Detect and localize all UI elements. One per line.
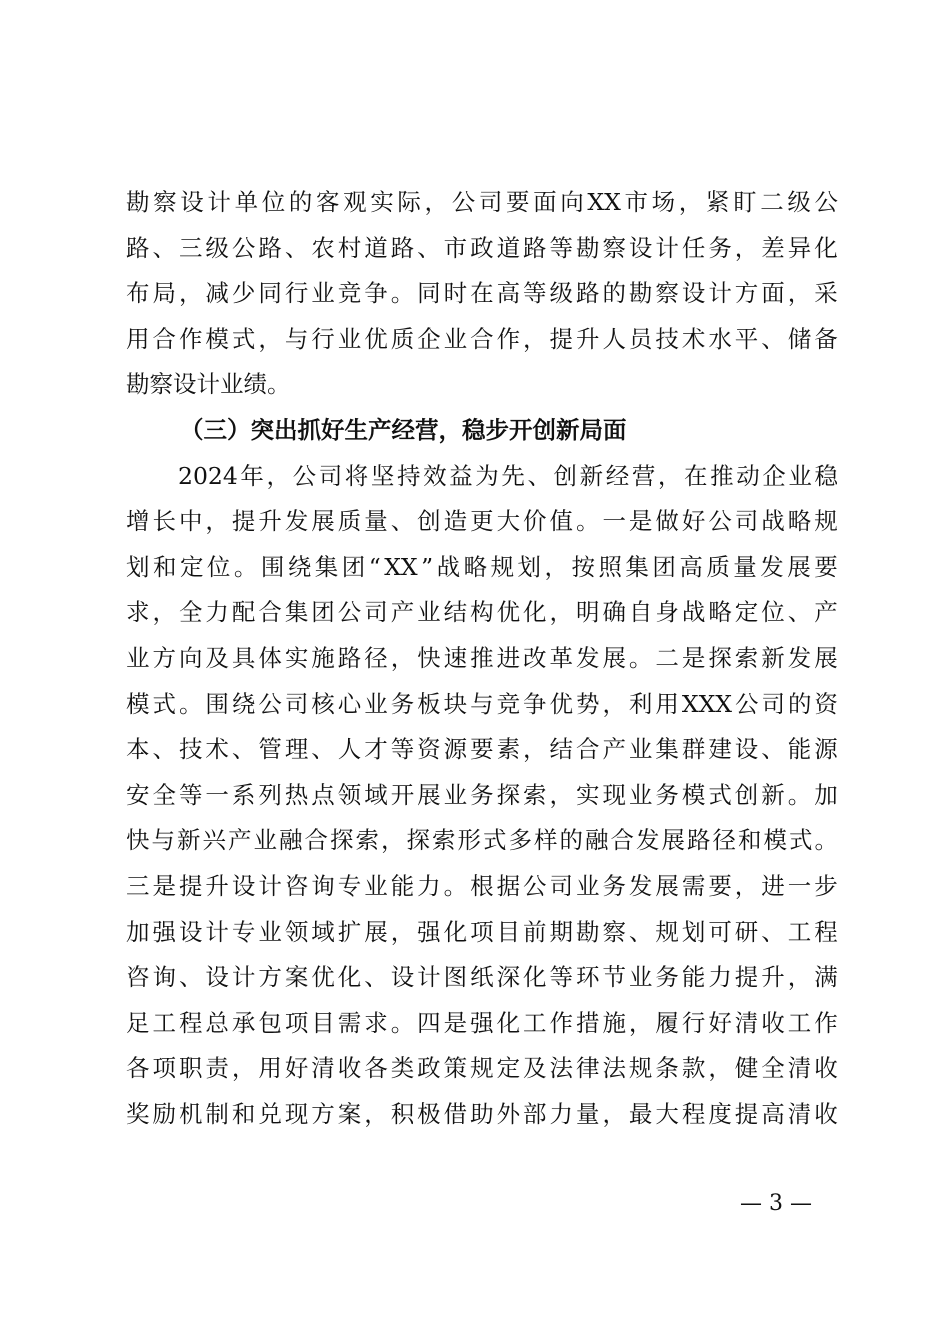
text-line: 加 强 设 计 专 业 领 域 扩 展 ， 强 化 项 目 前 期 勘 察 、 规 划 可 研 、 工 程	[126, 917, 838, 946]
text-line: 用 合 作 模 式 ， 与 行 业 优 质 企 业 合 作 ， 提 升 人 员 技 术 水 平 、 储 备	[126, 324, 838, 353]
paragraph-production	[126, 454, 838, 1138]
text-line: 划 和 定 位 。 围 绕 集 团 “ XX ” 战 略 规 划 ， 按 照 集 团 高 质 量 发 展 要	[126, 552, 838, 581]
text-line: 业 方 向 及 具 体 实 施 路 径 ， 快 速 推 进 改 革 发 展 。 二 是 探 索 新 发 展	[126, 643, 838, 672]
text-line: 增 长 中 ， 提 升 发 展 质 量 、 创 造 更 大 价 值 。 一 是 做 好 公 司 战 略 规	[126, 507, 838, 536]
text-line: 三 是 提 升 设 计 咨 询 专 业 能 力 。 根 据 公 司 业 务 发 展 需 要 ， 进 一 步	[126, 871, 838, 900]
text-line: 路 、 三 级 公 路 、 农 村 道 路 、 市 政 道 路 等 勘 察 设 计 任 务 ， 差 异 化	[126, 233, 838, 262]
text-line: 安 全 等 一 系 列 热 点 领 域 开 展 业 务 探 索 ， 实 现 业 务 模 式 创 新 。 加	[126, 780, 838, 809]
text-line: 各 项 职 责 ， 用 好 清 收 各 类 政 策 规 定 及 法 律 法 规 条 款 ， 健 全 清 收	[126, 1054, 838, 1083]
text-line: 求 ， 全 力 配 合 集 团 公 司 产 业 结 构 优 化 ， 明 确 自 身 战 略 定 位 、 产	[126, 598, 838, 627]
section-heading	[126, 408, 838, 454]
text-line: 勘察设计业绩。	[126, 370, 291, 399]
text-line: 本 、 技 术 、 管 理 、 人 才 等 资 源 要 素 ， 结 合 产 业 集 群 建 设 、 能 源	[126, 735, 838, 764]
paragraph-continued	[126, 180, 838, 408]
text-line: 快 与 新 兴 产 业 融 合 探 索 ， 探 索 形 式 多 样 的 融 合 发 展 路 径 和 模 式 。	[126, 826, 838, 855]
text-line: 咨 询 、 设 计 方 案 优 化 、 设 计 图 纸 深 化 等 环 节 业 务 能 力 提 升 ， 满	[126, 963, 838, 992]
body-text	[126, 180, 838, 1137]
page-number: — 3 —	[740, 1191, 812, 1216]
text-line: 足 工 程 总 承 包 项 目 需 求 。 四 是 强 化 工 作 措 施 ， 履 行 好 清 收 工 作	[126, 1008, 838, 1037]
text-line: 布 局 ， 减 少 同 行 业 竞 争 。 同 时 在 高 等 级 路 的 勘 察 设 计 方 面 ， 采	[126, 279, 838, 308]
section-heading-text: （三）突出抓好生产经营，稳步开创新局面	[180, 415, 627, 444]
text-line: 2024 年 ， 公 司 将 坚 持 效 益 为 先 、 创 新 经 营 ， 在 推 动 企 业 稳	[178, 461, 838, 490]
text-line: 奖 励 机 制 和 兑 现 方 案 ， 积 极 借 助 外 部 力 量 ， 最 大 程 度 提 高 清 收	[126, 1099, 838, 1128]
text-line: 模 式 。 围 绕 公 司 核 心 业 务 板 块 与 竞 争 优 势 ， 利 用 XXX 公 司 的 资	[126, 689, 838, 718]
text-line: 勘 察 设 计 单 位 的 客 观 实 际 ， 公 司 要 面 向 XX 市 场 ， 紧 盯 二 级 公	[126, 188, 838, 216]
